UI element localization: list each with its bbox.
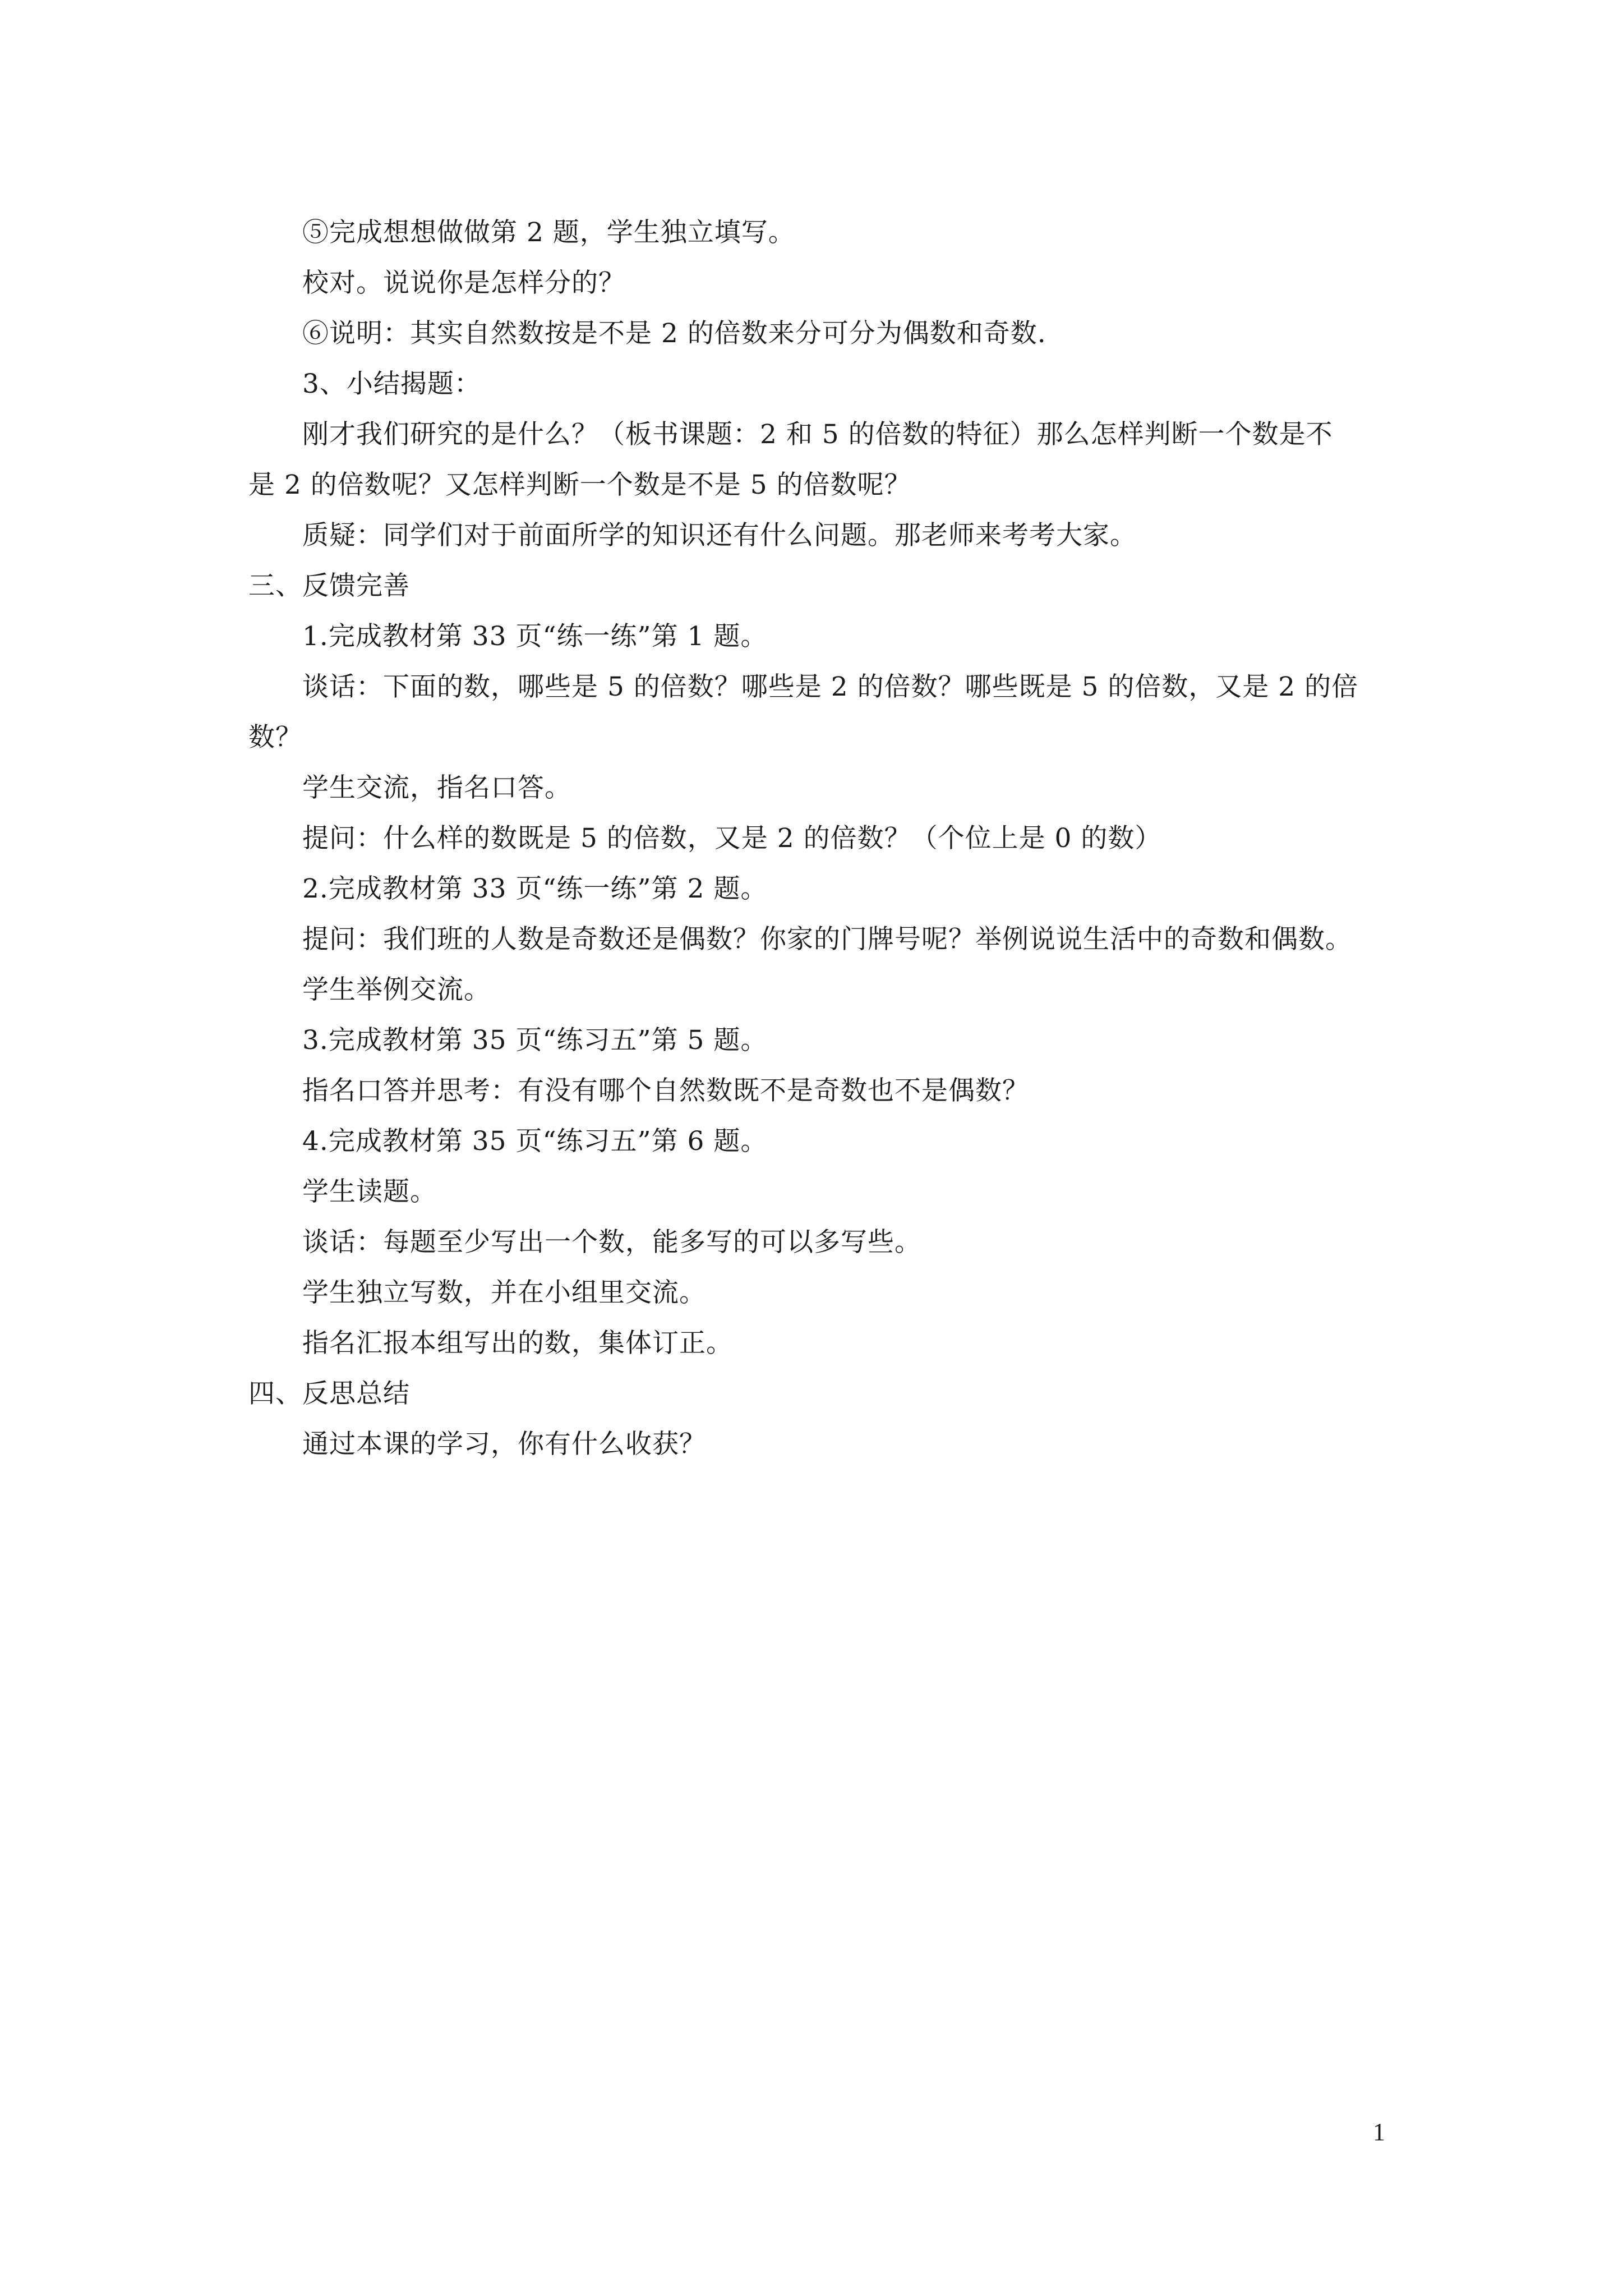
paragraph-line: 1.完成教材第 33 页“练一练”第 1 题。	[302, 621, 768, 652]
section-heading: 四、反思总结	[248, 1378, 410, 1409]
paragraph-line: 3.完成教材第 35 页“练习五”第 5 题。	[302, 1025, 768, 1056]
paragraph-line: 2.完成教材第 33 页“练一练”第 2 题。	[302, 873, 768, 904]
paragraph-line: 学生举例交流。	[302, 974, 491, 1005]
paragraph-line: 通过本课的学习，你有什么收获？	[302, 1429, 706, 1460]
paragraph-line: 谈话：每题至少写出一个数，能多写的可以多写些。	[302, 1227, 921, 1258]
paragraph-line: 数？	[248, 722, 302, 753]
paragraph-line: 指名口答并思考：有没有哪个自然数既不是奇数也不是偶数？	[302, 1075, 1029, 1106]
paragraph-line: 学生读题。	[302, 1176, 437, 1207]
paragraph-line: 刚才我们研究的是什么？（板书课题：2 和 5 的倍数的特征）那么怎样判断一个数是不	[302, 419, 1333, 450]
paragraph-line: 提问：我们班的人数是奇数还是偶数？你家的门牌号呢？举例说说生活中的奇数和偶数。	[302, 924, 1352, 955]
paragraph-line: ⑥说明：其实自然数按是不是 2 的倍数来分可分为偶数和奇数.	[302, 318, 1046, 349]
paragraph-line: 质疑：同学们对于前面所学的知识还有什么问题。那老师来考考大家。	[302, 520, 1137, 551]
section-subheading: 3、小结揭题：	[302, 369, 481, 399]
paragraph-line: 学生交流，指名口答。	[302, 772, 571, 803]
section-heading: 三、反馈完善	[248, 570, 410, 601]
paragraph-line: 4.完成教材第 35 页“练习五”第 6 题。	[302, 1126, 768, 1157]
paragraph-line: 是 2 的倍数呢？又怎样判断一个数是不是 5 的倍数呢？	[248, 470, 911, 500]
paragraph-line: ⑤完成想想做做第 2 题，学生独立填写。	[302, 217, 795, 248]
paragraph-line: 校对。说说你是怎样分的？	[302, 268, 625, 298]
paragraph-line: 学生独立写数，并在小组里交流。	[302, 1277, 706, 1308]
paragraph-line: 指名汇报本组写出的数，集体订正。	[302, 1328, 733, 1359]
paragraph-line: 提问：什么样的数既是 5 的倍数，又是 2 的倍数？（个位上是 0 的数）	[302, 823, 1162, 854]
page-number: 1	[1373, 2118, 1385, 2146]
paragraph-line: 谈话：下面的数，哪些是 5 的倍数？哪些是 2 的倍数？哪些既是 5 的倍数，又是 2 的倍	[302, 671, 1359, 702]
